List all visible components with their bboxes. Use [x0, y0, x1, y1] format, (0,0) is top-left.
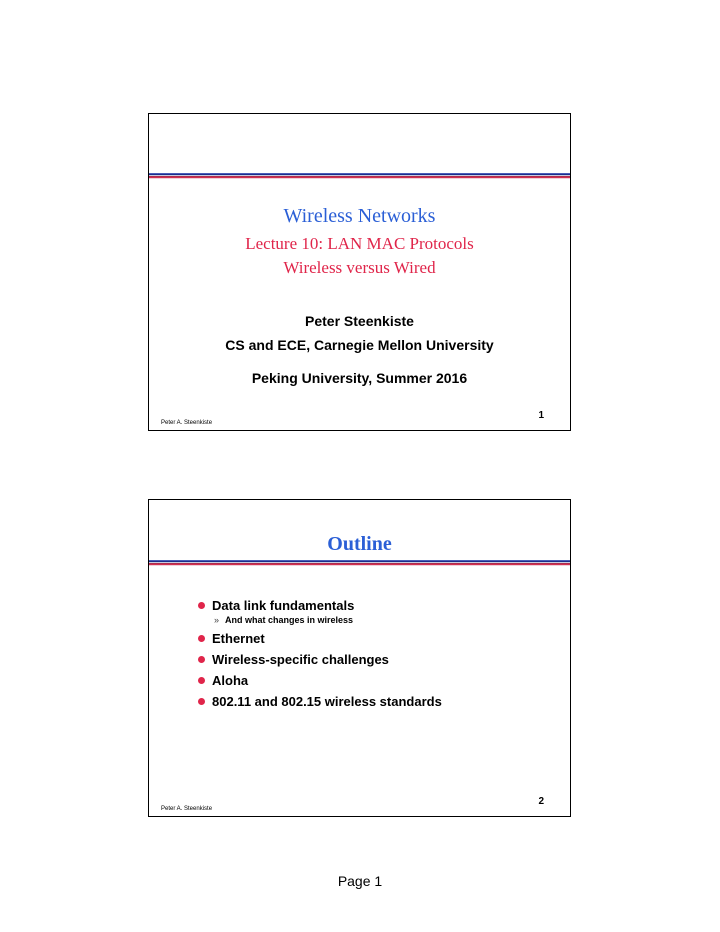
bullet-item: [198, 691, 560, 712]
bullet-dot-icon: [198, 698, 205, 705]
chevron-right-icon: »: [214, 615, 220, 625]
bullet-item: [198, 628, 560, 649]
bullet-dot-icon: [198, 602, 205, 609]
slide-title: Wireless Networks: [283, 205, 436, 227]
bullet-list: [198, 595, 560, 712]
bullet-text: Data link fundamentals: [212, 598, 355, 613]
bullet-dot-icon: [198, 635, 205, 642]
sub-bullet-item: [198, 613, 560, 627]
lecture-subtitle: Lecture 10: LAN MAC Protocols: [245, 234, 474, 253]
affiliation: CS and ECE, Carnegie Mellon University: [225, 337, 494, 353]
sub-bullet-text: And what changes in wireless: [225, 615, 354, 625]
author-name: Peter Steenkiste: [305, 313, 414, 329]
slide-number: 1: [538, 410, 544, 421]
venue: Peking University, Summer 2016: [251, 370, 468, 386]
footer-author: Peter A. Steenkiste: [161, 806, 213, 812]
bullet-item: [198, 670, 560, 691]
slide-title: Outline: [327, 533, 392, 555]
header-rule: [149, 173, 570, 179]
header-rule: [149, 560, 570, 566]
bullet-text: Wireless-specific challenges: [212, 652, 389, 667]
bullet-text: 802.11 and 802.15 wireless standards: [212, 694, 442, 709]
bullet-dot-icon: [198, 677, 205, 684]
slide-2: [148, 499, 571, 817]
slide-number: 2: [538, 796, 544, 807]
slide-1: [148, 113, 571, 431]
footer-author: Peter A. Steenkiste: [161, 420, 213, 426]
bullet-text: Aloha: [212, 673, 249, 688]
bullet-dot-icon: [198, 656, 205, 663]
topic-subtitle: Wireless versus Wired: [283, 258, 436, 277]
bullet-text: Ethernet: [212, 631, 265, 646]
page-label: Page 1: [337, 873, 383, 889]
bullet-item: [198, 649, 560, 670]
